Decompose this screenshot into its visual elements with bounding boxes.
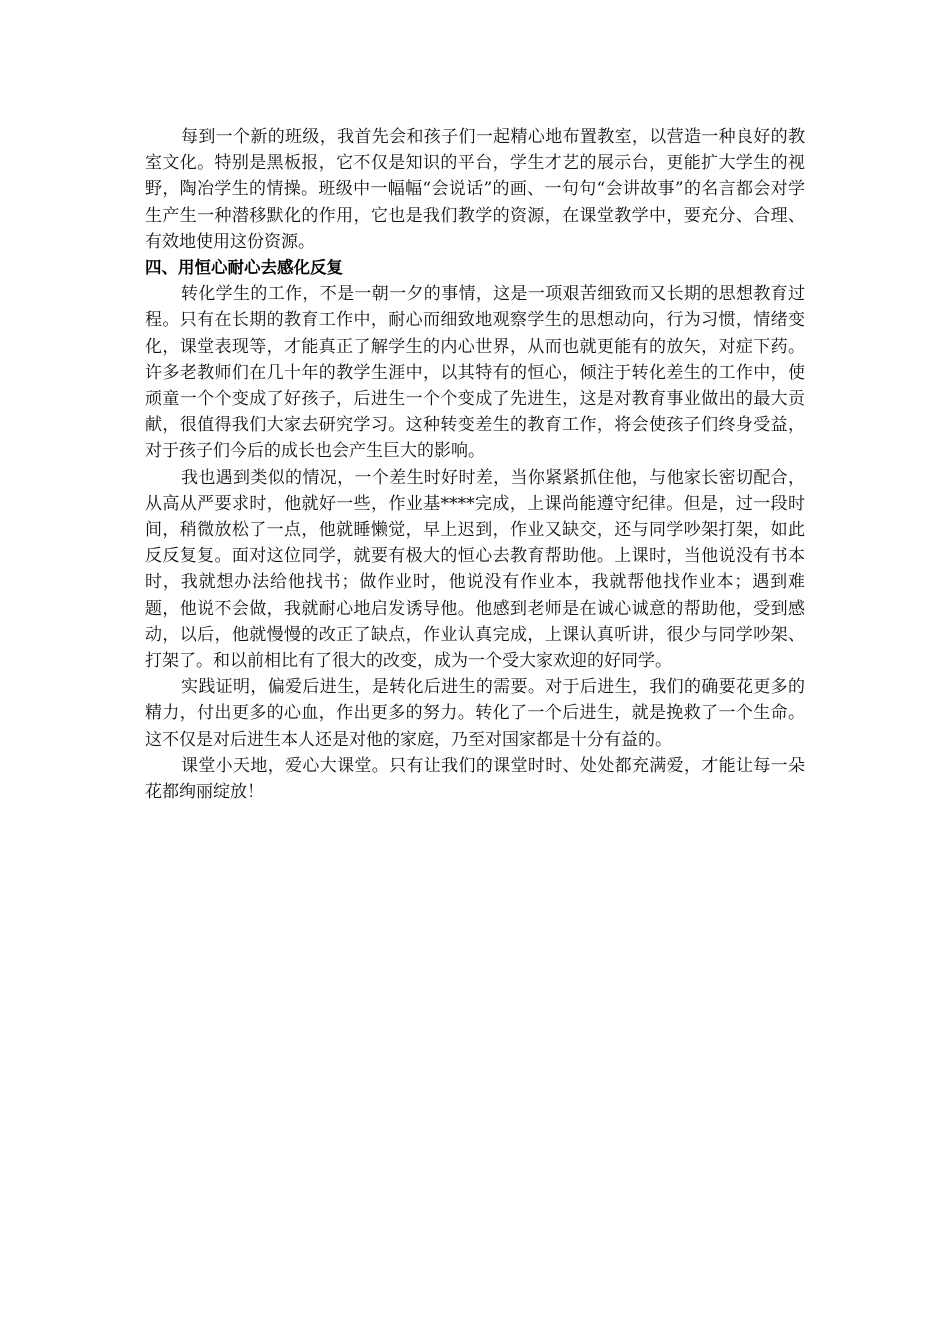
document-page [145,124,805,805]
section-heading: 四、用恒心耐心去感化反复 [145,258,343,278]
paragraph-personal-experience: 我也遇到类似的情况，一个差生时好时差，当你紧紧抓住他，与他家长密切配合，从高从严要求时，他就好一些，作业基****完成，上课尚能遵守纪律。但是，过一段时间，稍微放松了一点，他就睡懒觉，早上迟到，作业又缺交，还与同学吵架打架，如此反反复复。面对这位同学，就要有极大的恒心去教育帮助他。上课时，当他说没有书本时，我就想办法给他找书；做作业时，他说没有作业本，我就帮他找作业本；遇到难题，他说不会做，我就耐心地启发诱导他。他感到老师是在诚心诚意的帮助他，受到感动，以后，他就慢慢的改正了缺点，作业认真完成，上课认真听讲，很少与同学吵架、打架了。和以前相比有了很大的改变，成为一个受大家欢迎的好同学。 [145,467,805,672]
paragraph-patience: 转化学生的工作，不是一朝一夕的事情，这是一项艰苦细致而又长期的思想教育过程。只有在长期的教育工作中，耐心而细致地观察学生的思想动向，行为习惯，情绪变化，课堂表现等，才能真正了解学生的内心世界，从而也就更能有的放矢，对症下药。许多老教师们在几十年的教学生涯中，以其特有的恒心，倾注于转化差生的工作中，使顽童一个个变成了好孩子，后进生一个个变成了先进生，这是对教育事业做出的最大贡献，很值得我们大家去研究学习。这种转变差生的教育工作，将会使孩子们终身受益，对于孩子们今后的成长也会产生巨大的影响。 [145,284,805,462]
paragraph-practice-proves: 实践证明，偏爱后进生，是转化后进生的需要。对于后进生，我们的确要花更多的精力，付出更多的心血，作出更多的努力。转化了一个后进生，就是挽救了一个生命。这不仅是对后进生本人还是对他的家庭，乃至对国家都是十分有益的。 [145,677,805,750]
paragraph-classroom-culture: 每到一个新的班级，我首先会和孩子们一起精心地布置教室，以营造一种良好的教室文化。特别是黑板报，它不仅是知识的平台，学生才艺的展示台，更能扩大学生的视野，陶冶学生的情操。班级中一幅幅“会说话”的画、一句句“会讲故事”的名言都会对学生产生一种潜移默化的作用，它也是我们教学的资源，在课堂教学中，要充分、合理、有效地使用这份资源。 [145,127,805,252]
paragraph-conclusion: 课堂小天地，爱心大课堂。只有让我们的课堂时时、处处都充满爱，才能让每一朵花都绚丽绽放！ [145,755,805,803]
